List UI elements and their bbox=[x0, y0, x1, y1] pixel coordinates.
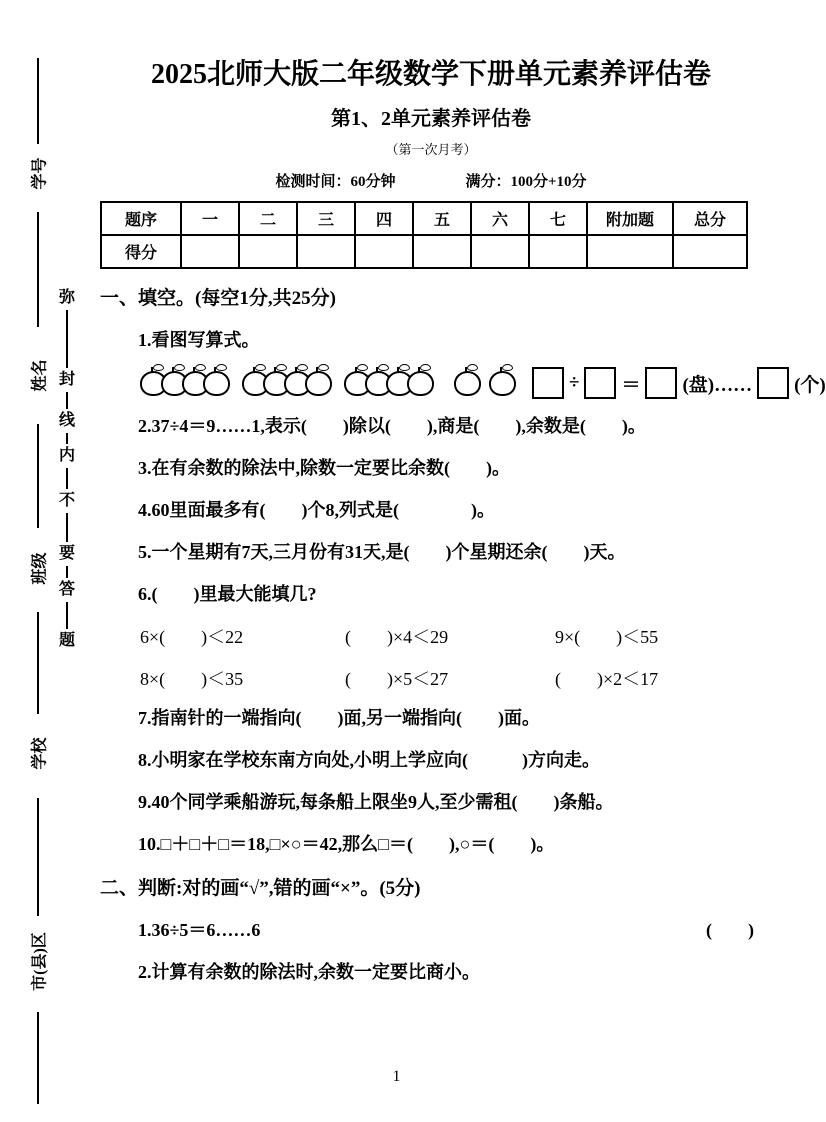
header-cell: 附加题 bbox=[587, 202, 673, 235]
fill-expression: 9×( )＜55 bbox=[555, 627, 659, 647]
field-name: 姓名 bbox=[31, 359, 49, 392]
exam-info-line bbox=[100, 170, 762, 191]
header-cell: 五 bbox=[413, 202, 471, 235]
score-cell bbox=[471, 235, 529, 268]
fill-expression: ( )×5＜27 bbox=[345, 669, 449, 689]
section-one-heading: 一、填空。(每空1分,共25分) bbox=[100, 288, 336, 309]
apple-group bbox=[140, 371, 230, 396]
score-row-label: 得分 bbox=[101, 235, 181, 268]
field-student-id: 学号 bbox=[31, 157, 49, 190]
exam-note: （第一次月考） bbox=[385, 142, 477, 157]
fill-item-1: 1.看图写算式。 bbox=[138, 330, 260, 350]
fill-item-4: 4.60里面最多有( )个8,列式是( )。 bbox=[138, 500, 495, 520]
fill-item-8: 8.小明家在学校东南方向处,小明上学应向( )方向走。 bbox=[138, 750, 600, 770]
blank-line bbox=[37, 612, 39, 714]
seal-char: 封 bbox=[58, 371, 75, 388]
blank-line bbox=[37, 798, 39, 916]
page-title: 2025北师大版二年级数学下册单元素养评估卷 bbox=[150, 59, 711, 90]
fill-item-5: 5.一个星期有7天,三月份有31天,是( )个星期还余( )天。 bbox=[138, 542, 626, 562]
equals-sign: ＝ bbox=[621, 374, 641, 396]
blank-line bbox=[37, 424, 39, 528]
test-time: 检测时间：60分钟 bbox=[275, 174, 396, 190]
apple-icon bbox=[454, 371, 481, 396]
fill-item-9: 9.40个同学乘船游玩,每条船上限坐9人,至少需租( )条船。 bbox=[138, 792, 614, 812]
apple-icon bbox=[203, 371, 230, 396]
fill-item-7: 7.指南针的一端指向( )面,另一端指向( )面。 bbox=[138, 708, 540, 728]
page-number: 1 bbox=[392, 1068, 401, 1085]
header-cell: 二 bbox=[239, 202, 297, 235]
seal-char: 线 bbox=[58, 412, 75, 429]
seal-char: 要 bbox=[58, 545, 75, 562]
blank-line bbox=[37, 1012, 39, 1104]
score-table-score-row bbox=[101, 235, 747, 268]
header-cell: 总分 bbox=[673, 202, 747, 235]
blank-line bbox=[37, 212, 39, 327]
header-cell: 七 bbox=[529, 202, 587, 235]
max-fill-expressions bbox=[100, 623, 762, 691]
exam-content bbox=[100, 58, 826, 987]
seal-line-segment bbox=[66, 392, 68, 409]
seal-line-segment bbox=[66, 310, 68, 368]
score-cell bbox=[673, 235, 747, 268]
score-cell bbox=[529, 235, 587, 268]
field-school: 学校 bbox=[31, 737, 49, 770]
seal-line-segment bbox=[66, 566, 68, 578]
apple-icon bbox=[407, 371, 434, 396]
plate-label: (盘)…… bbox=[682, 374, 753, 396]
seal-line-segment bbox=[66, 468, 68, 489]
fill-item-3: 3.在有余数的除法中,除数一定要比余数( )。 bbox=[138, 458, 510, 478]
answer-box bbox=[584, 367, 616, 399]
judge-item-1-text: 1.36÷5＝6……6 bbox=[138, 920, 261, 940]
seal-line-text bbox=[56, 286, 78, 653]
fill-expression: 8×( )＜35 bbox=[140, 669, 244, 689]
score-cell bbox=[355, 235, 413, 268]
score-cell bbox=[587, 235, 673, 268]
field-class: 班级 bbox=[31, 552, 49, 585]
header-cell: 三 bbox=[297, 202, 355, 235]
section-two-heading: 二、判断:对的画“√”,错的画“×”。(5分) bbox=[100, 878, 421, 899]
field-district: 市(县)区 bbox=[31, 932, 49, 991]
header-cell: 题序 bbox=[101, 202, 181, 235]
judge-item-2: 2.计算有余数的除法时,余数一定要比商小。 bbox=[138, 962, 480, 982]
seal-line-segment bbox=[66, 433, 68, 444]
answer-box bbox=[532, 367, 564, 399]
score-table-header-row bbox=[101, 202, 747, 235]
score-cell bbox=[413, 235, 471, 268]
seal-char: 内 bbox=[58, 447, 75, 464]
seal-char: 题 bbox=[58, 632, 75, 649]
divide-sign: ÷ bbox=[569, 372, 580, 393]
header-cell: 四 bbox=[355, 202, 413, 235]
score-table bbox=[100, 201, 748, 269]
answer-box bbox=[645, 367, 677, 399]
fill-expression: 6×( )＜22 bbox=[140, 627, 244, 647]
apples-figure bbox=[140, 367, 826, 399]
header-cell: 一 bbox=[181, 202, 239, 235]
fill-expression: ( )×4＜29 bbox=[345, 627, 449, 647]
apple-group bbox=[344, 371, 434, 396]
seal-char: 答 bbox=[58, 581, 75, 598]
score-cell bbox=[239, 235, 297, 268]
score-cell bbox=[297, 235, 355, 268]
header-cell: 六 bbox=[471, 202, 529, 235]
fill-expression: ( )×2＜17 bbox=[555, 669, 659, 689]
seal-line-segment bbox=[66, 602, 68, 629]
fill-item-10: 10.□＋□＋□＝18,□×○＝42,那么□＝( ),○＝( )。 bbox=[138, 834, 555, 854]
full-score: 满分：100分+10分 bbox=[465, 174, 587, 190]
unit-subtitle: 第1、2单元素养评估卷 bbox=[331, 108, 531, 130]
judge-item-1 bbox=[100, 916, 762, 945]
apple-group bbox=[242, 371, 332, 396]
answer-box bbox=[757, 367, 789, 399]
apple-icon bbox=[305, 371, 332, 396]
judge-item-1-blank: ( ) bbox=[706, 920, 754, 940]
seal-char: 弥 bbox=[58, 289, 75, 306]
fill-item-2: 2.37÷4＝9……1,表示( )除以( ),商是( ),余数是( )。 bbox=[138, 416, 646, 436]
apple-icon bbox=[489, 371, 516, 396]
seal-line-segment bbox=[66, 513, 68, 542]
fill-item-6: 6.( )里最大能填几? bbox=[138, 584, 317, 604]
score-cell bbox=[181, 235, 239, 268]
seal-char: 不 bbox=[58, 492, 75, 509]
unit-label: (个) bbox=[794, 374, 826, 396]
